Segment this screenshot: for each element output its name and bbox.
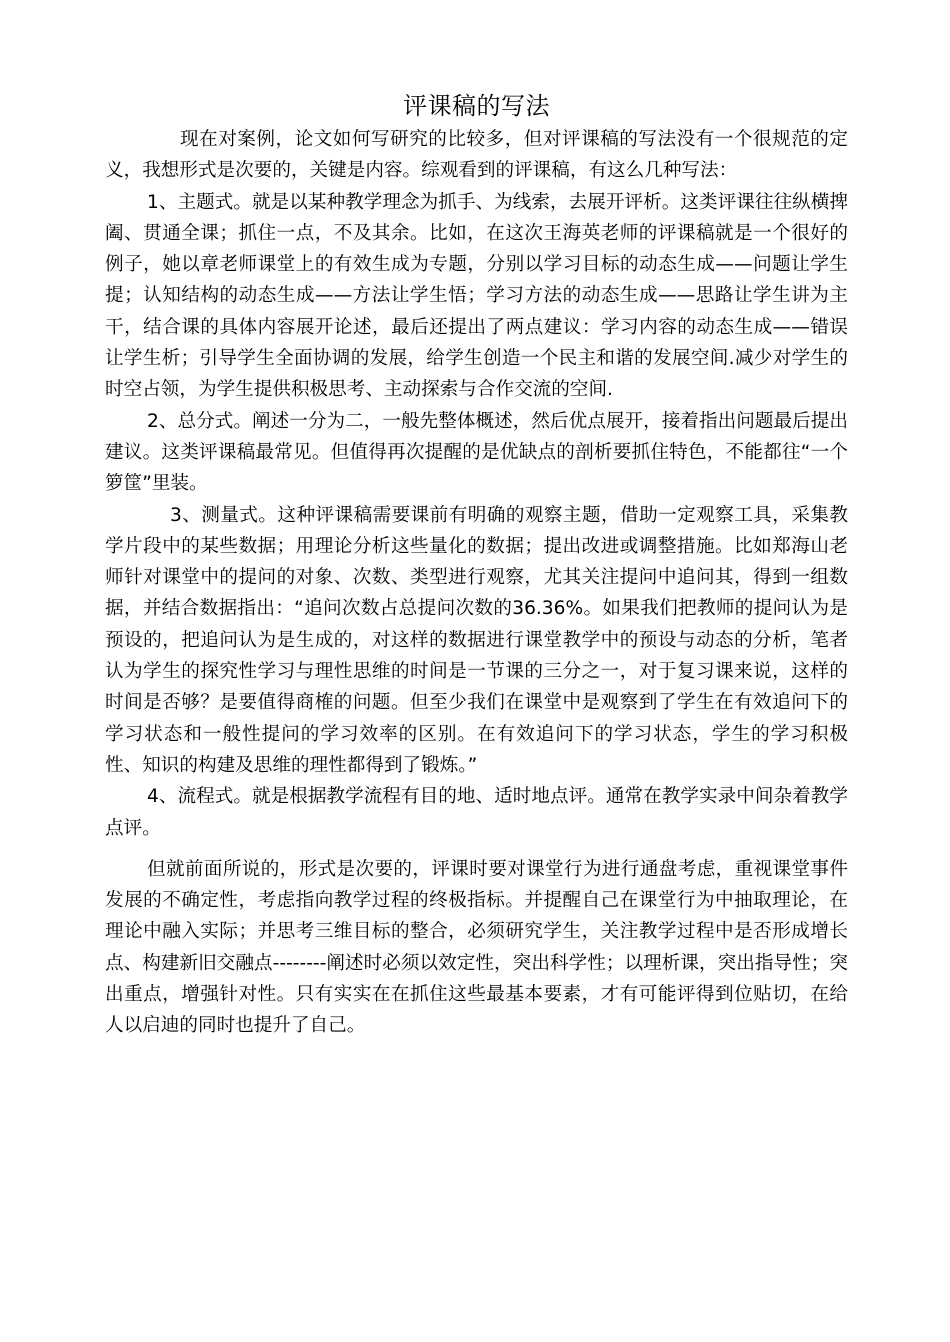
paragraph-process-style: 4、流程式。就是根据教学流程有目的地、适时地点评。通常在教学实录中间杂着教学点评。	[105, 786, 848, 839]
document-title: 评课稿的写法	[403, 92, 550, 120]
paragraph-measurement-style: 3、测量式。这种评课稿需要课前有明确的观察主题，借助一定观察工具，采集教学片段中的某些数据；用理论分析这些量化的数据；提出改进或调整措施。比如郑海山老师针对课堂中的提问的对象、次数、类型进行观察，尤其关注提问中追问其，得到一组数据，并结合数据指出：“追问次数占总提问次数的36.36%。如果我们把教师的提问认为是预设的，把追问认为是生成的，对这样的数据进行课堂教学中的预设与动态的分析，笔者认为学生的探究性学习与理性思维的时间是一节课的三分之一，对于复习课来说，这样的时间是否够？是要值得商榷的问题。但至少我们在课堂中是观察到了学生在有效追问下的学习状态和一般性提问的学习效率的区别。在有效追问下的学习状态，学生的学习积极性、知识的构建及思维的理性都得到了锻炼。”	[105, 504, 848, 776]
paragraph-theme-style: 1、主题式。就是以某种教学理念为抓手、为线索，去展开评析。这类评课往往纵横捭阖、贯通全课；抓住一点，不及其余。比如，在这次王海英老师的评课稿就是一个很好的例子，她以章老师课堂上的有效生成为专题，分别以学习目标的动态生成——问题让学生提；认知结构的动态生成——方法让学生悟；学习方法的动态生成——思路让学生讲为主干，结合课的具体内容展开论述，最后还提出了两点建议：学习内容的动态生成——错误让学生析；引导学生全面协调的发展，给学生创造一个民主和谐的发展空间.减少对学生的时空占领，为学生提供积极思考、主动探索与合作交流的空间.	[105, 191, 848, 401]
document-page	[105, 88, 848, 1042]
conclusion-paragraph: 但就前面所说的，形式是次要的，评课时要对课堂行为进行通盘考虑，重视课堂事件发展的不确定性，考虑指向教学过程的终极指标。并提醒自己在课堂行为中抽取理论，在理论中融入实际；并思考三维目标的整合，必须研究学生，关注教学过程中是否形成增长点、构建新旧交融点--------阐述时必须以效定性，突出科学性；以理析课，突出指导性；突出重点，增强针对性。只有实实在在抓住这些最基本要素，才有可能评得到位贴切，在给人以启迪的同时也提升了自己。	[105, 858, 848, 1037]
paragraph-general-detail-style: 2、总分式。阐述一分为二，一般先整体概述，然后优点展开，接着指出问题最后提出建议。这类评课稿最常见。但值得再次提醒的是优缺点的剖析要抓住特色，不能都往“一个箩筐”里装。	[105, 410, 848, 495]
intro-paragraph: 现在对案例，论文如何写研究的比较多，但对评课稿的写法没有一个很规范的定义，我想形式是次要的，关键是内容。综观看到的评课稿，有这么几种写法：	[105, 129, 848, 182]
